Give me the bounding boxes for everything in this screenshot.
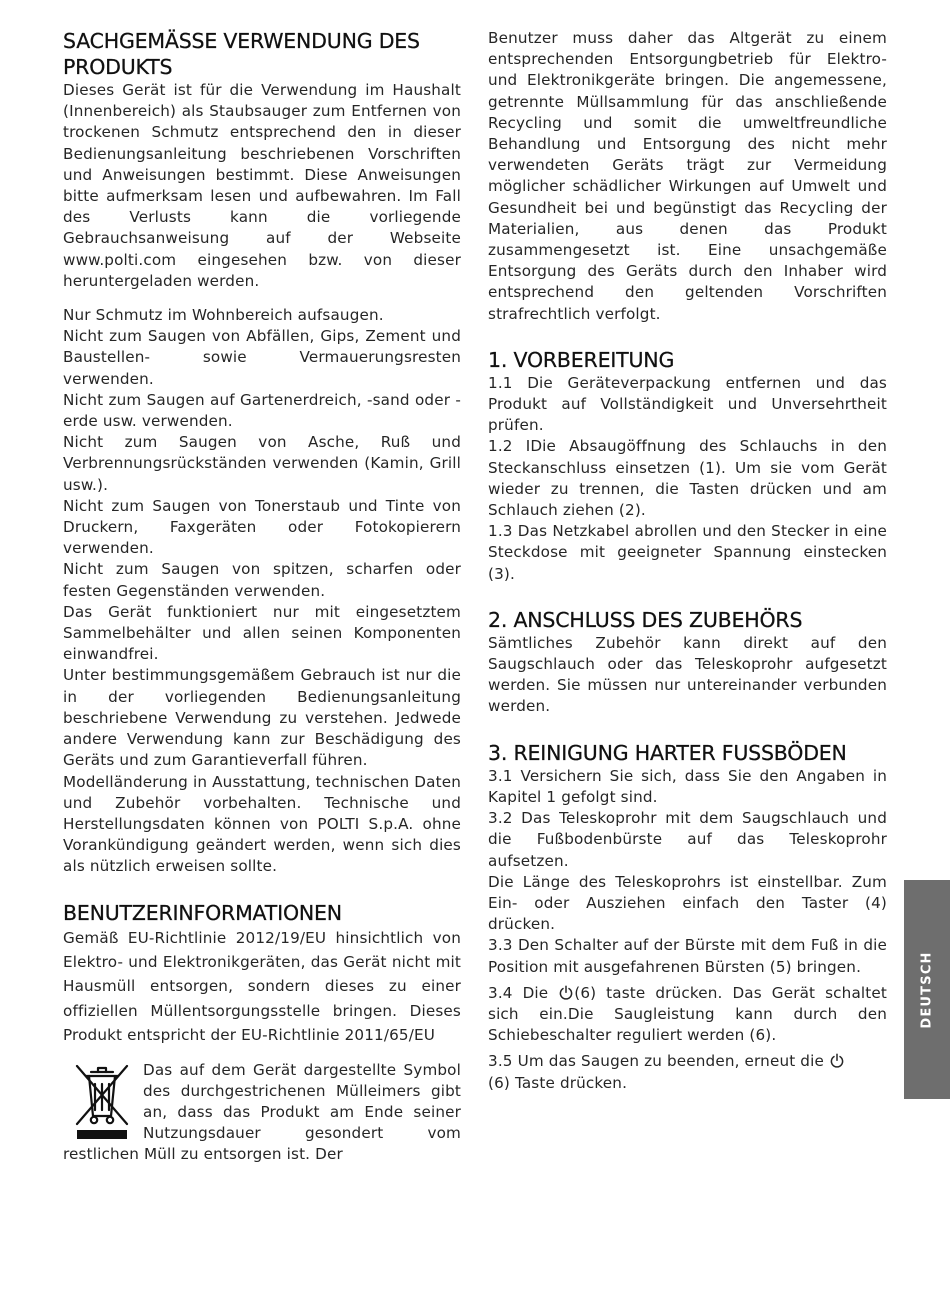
left-column xyxy=(63,28,461,1166)
use-rule: Nicht zum Saugen von Tonerstaub und Tinte von Druckern, Faxgeräten oder Fotokopierern verwenden. xyxy=(63,496,461,558)
use-rule: Nicht zum Saugen von Abfällen, Gips, Zement und Baustellen- sowie Vermauerungsresten verwenden. xyxy=(63,327,461,388)
heading-hard-floor-cleaning: 3. REINIGUNG HARTER FUSSBÖDEN xyxy=(488,740,847,765)
use-rule: Nur Schmutz im Wohnbereich aufsaugen. xyxy=(63,306,384,325)
step-3-5-rest: (6) Taste drücken. xyxy=(488,1073,628,1092)
heading-accessories: 2. ANSCHLUSS DES ZUBEHÖRS xyxy=(488,607,803,632)
use-rule: Unter bestimmungsgemäßem Gebrauch ist nur die in der vorliegenden Bedienungsanleitung beschriebene Verwendung zu verstehen. Jedwede andere Verwendung kann zur Beschädigung des Geräts und zum Garantieverfall führen. xyxy=(63,666,461,770)
preparation-step: 1.2 IDie Absaugöffnung des Schlauchs in den Steckanschluss einsetzen (1). Um sie vom Gerät wieder zu trennen, die Tasten drücken und am Schlauch ziehen (2). xyxy=(488,437,887,520)
cleaning-step: Die Länge des Teleskoprohrs ist einstellbar. Zum Ein- oder Ausziehen einfach den Taster (4) drücken. xyxy=(488,872,887,934)
use-rule: Nicht zum Saugen von Asche, Ruß und Verbrennungsrückständen verwenden (Kamin, Grill usw.). xyxy=(63,433,461,494)
cleaning-step: 3.3 Den Schalter auf der Bürste mit dem Fuß in die Position mit ausgefahrenen Bürsten (5) bringen. xyxy=(488,936,887,976)
power-icon xyxy=(830,1053,844,1068)
accessories-paragraph: Sämtliches Zubehör kann direkt auf den Saugschlauch oder das Teleskoprohr aufgesetzt werden. Sie müssen nur untereinander verbunden werden. xyxy=(488,633,887,716)
heading-user-information: BENUTZERINFORMATIONEN xyxy=(63,900,342,925)
weee-directive-paragraph: Gemäß EU-Richtlinie 2012/19/EU hinsichtlich von Elektro- und Elektronikgeräten, das Gerät nicht mit Hausmüll entsorgen, sondern dieses zu einer offiziellen Müllentsorgungsstelle bringen. Dieses Produkt entspricht der EU-Richtlinie 2011/65/EU xyxy=(63,928,461,1045)
right-column xyxy=(488,28,887,1094)
step-3-4-start: 3.4 Die xyxy=(488,983,559,1002)
use-rule: Nicht zum Saugen auf Gartenerdreich, -sand oder -erde usw. verwenden. xyxy=(63,390,461,431)
step-3-5-start: 3.5 Um das Saugen zu beenden, erneut die xyxy=(488,1052,829,1071)
language-side-tab xyxy=(904,880,950,1099)
weee-bin-icon xyxy=(71,1062,133,1140)
preparation-step: 1.3 Das Netzkabel abrollen und den Stecker in eine Steckdose mit geeigneter Spannung einstecken (3). xyxy=(488,522,887,583)
use-rule: Das Gerät funktioniert nur mit eingesetztem Sammelbehälter und allen seinen Komponenten einwandfrei. xyxy=(63,602,461,664)
weee-symbol-paragraph: Das auf dem Gerät dargestellte Symbol des durchgestrichenen Mülleimers gibt an, dass das Produkt am Ende seiner Nutzungsdauer gesondert vom restlichen Müll zu entsorgen ist. Der xyxy=(63,1060,461,1164)
language-tab-label: DEUTSCH xyxy=(919,950,935,1029)
cleaning-step: 3.1 Versichern Sie sich, dass Sie den Angaben in Kapitel 1 gefolgt sind. xyxy=(488,766,887,806)
heading-intended-use: SACHGEMÄSSE VERWENDUNG DES PRODUKTS xyxy=(63,29,420,79)
cleaning-step-3-4 xyxy=(488,983,887,1047)
cleaning-step: 3.2 Das Teleskoprohr mit dem Saugschlauch und die Fußbodenbürste auf das Teleskoprohr aufsetzen. xyxy=(488,809,887,870)
use-rule: Modelländerung in Ausstattung, technischen Daten und Zubehör vorbehalten. Technische und Herstellungsdaten können von POLTI S.p.A. ohne Vorankündigung geändert werden, wenn sich dies als nützlich erweisen sollte. xyxy=(63,772,461,876)
cleaning-step-3-5 xyxy=(488,1051,887,1093)
preparation-step: 1.1 Die Geräteverpackung entfernen und das Produkt auf Vollständigkeit und Unversehrtheit prüfen. xyxy=(488,373,887,435)
disposal-continuation-paragraph: Benutzer muss daher das Altgerät zu einem entsprechenden Entsorgungbetrieb für Elektro- und Elektronikgeräte bringen. Die angemessene, getrennte Müllsammlung für das anschließende Recycling und somit die umweltfreundliche Behandlung und Entsorgung des nicht mehr verwendeten Geräts trägt zur Vermeidung möglicher schädlicher Wirkungen auf Umwelt und Gesundheit bei und begünstigt das Recycling der Materialien, aus denen das Produkt zusammengesetzt ist. Eine unsachgemäße Entsorgung des Geräts durch den Inhaber wird entsprechend den geltenden Vorschriften strafrechtlich verfolgt. xyxy=(488,29,887,323)
heading-preparation: 1. VORBEREITUNG xyxy=(488,347,675,372)
intended-use-paragraph: Dieses Gerät ist für die Verwendung im Haushalt (Innenbereich) als Staubsauger zum Entfernen von trockenen Schmutz entsprechend den in dieser Bedienungsanleitung beschriebenen Vorschriften und Anweisungen bestimmt. Diese Anweisungen bitte aufmerksam lesen und aufbewahren. Im Fall des Verlusts kann die vorliegende Gebrauchsanweisung auf der Webseite www.polti.com eingesehen bzw. von dieser heruntergeladen werden. xyxy=(63,81,461,290)
use-rule: Nicht zum Saugen von spitzen, scharfen oder festen Gegenständen verwenden. xyxy=(63,560,461,600)
power-icon xyxy=(559,985,573,1000)
step-3-4-rest: (6) taste drücken. Das Gerät schaltet sich ein.Die Saugleistung kann durch den Schiebeschalter reguliert werden (6). xyxy=(488,983,887,1045)
